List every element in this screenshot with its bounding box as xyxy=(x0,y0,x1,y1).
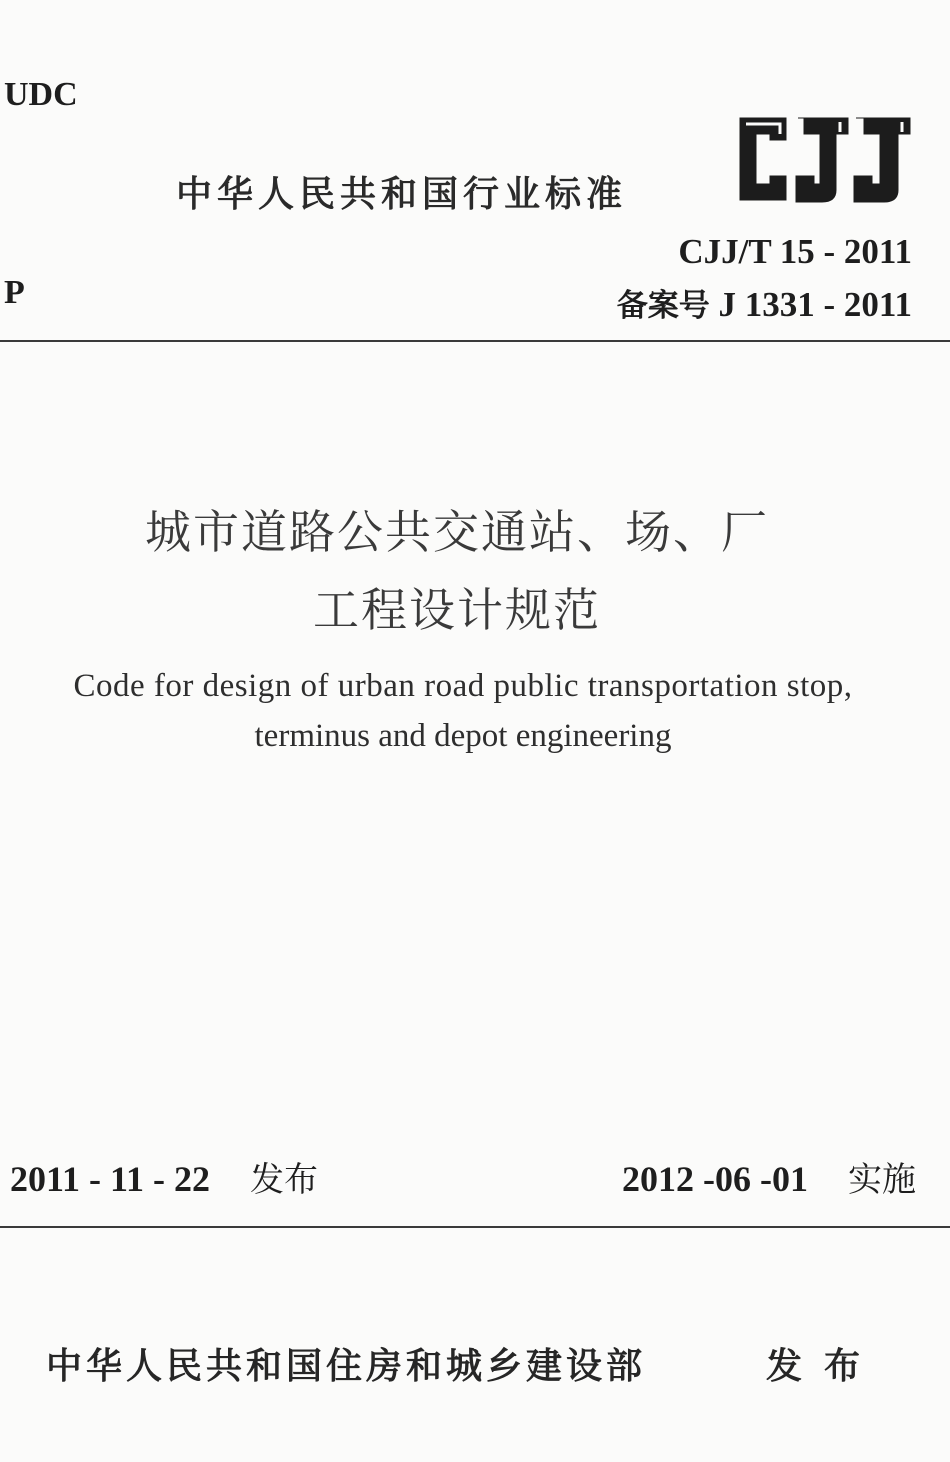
title-cn-line2: 工程设计规范 xyxy=(313,583,601,637)
standard-number: CJJ/T 15 - 2011 xyxy=(678,232,912,271)
footer-divider xyxy=(0,1226,950,1228)
issue-date-group xyxy=(10,1152,318,1201)
cjj-logo xyxy=(730,110,916,208)
implement-label: 实施 xyxy=(848,1160,916,1200)
title-en-line1: Code for design of urban road public transportation stop, xyxy=(73,668,853,704)
filing-code: J 1331 - 2011 xyxy=(718,285,912,324)
filing-number xyxy=(617,280,912,325)
implement-date: 2012 -06 -01 xyxy=(622,1159,808,1199)
issue-label: 发布 xyxy=(250,1160,319,1200)
industry-standard-title: 中华人民共和国行业标准 xyxy=(176,174,628,215)
category-code: P xyxy=(4,274,25,311)
title-cn-line1: 城市道路公共交通站、场、厂 xyxy=(145,505,769,559)
publisher-name: 中华人民共和国住房和城乡建设部 xyxy=(46,1346,647,1387)
title-en-line2: terminus and depot engineering xyxy=(254,718,672,754)
implement-date-group xyxy=(622,1152,916,1201)
header-divider xyxy=(0,340,950,342)
issue-date: 2011 - 11 - 22 xyxy=(10,1159,211,1199)
publish-label: 发布 xyxy=(765,1346,882,1387)
udc-label: UDC xyxy=(4,76,78,113)
filing-prefix: 备案号 xyxy=(616,288,710,324)
